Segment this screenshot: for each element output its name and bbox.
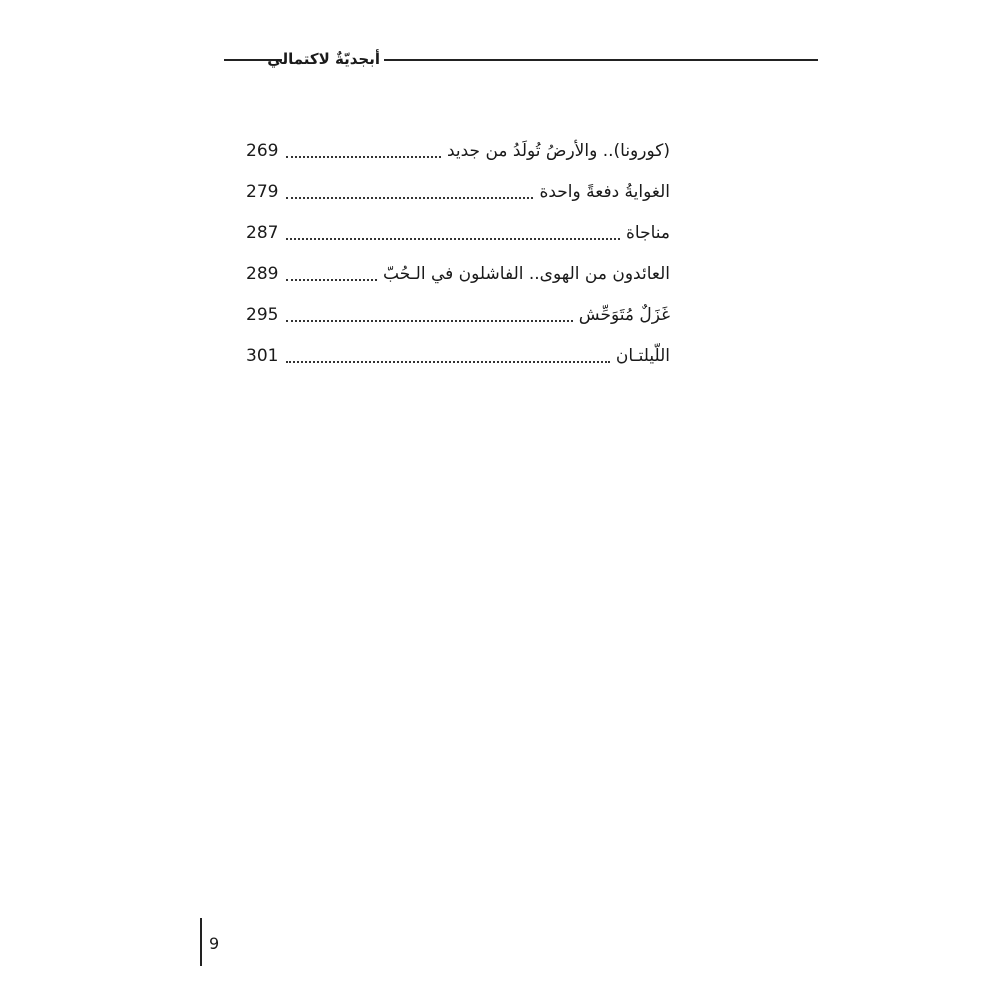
- running-header: [224, 44, 818, 74]
- footer-rule: [200, 918, 202, 966]
- dot-leader: [286, 319, 573, 322]
- header-rule-right: [384, 59, 818, 61]
- dot-leader: [286, 237, 620, 240]
- toc-entry-title: الغوايةُ دفعةً واحدة: [539, 181, 670, 202]
- toc-entry-title: مناجاة: [625, 222, 670, 243]
- toc-page-number: 301: [246, 345, 279, 366]
- toc-entry: [246, 253, 670, 294]
- dot-leader: [286, 155, 441, 158]
- toc-entry: [246, 130, 670, 171]
- toc-entry-title: اللّيلتـان: [615, 345, 670, 366]
- book-title: أبجديّةٌ لاكتمالي: [267, 50, 380, 68]
- dot-leader: [286, 196, 533, 199]
- toc-page-number: 289: [246, 263, 279, 284]
- page-number: 9: [209, 934, 220, 953]
- toc-entry-title: (كورونا).. والأرضُ تُولَدُ من جديد: [446, 140, 670, 161]
- toc-entry: [246, 171, 670, 212]
- toc-entry-title: العائدون من الهوى.. الفاشلون في الـحُبّ: [383, 263, 670, 284]
- toc-page-number: 269: [246, 140, 279, 161]
- toc-entry: [246, 294, 670, 335]
- toc-page-number: 279: [246, 181, 279, 202]
- dot-leader: [286, 360, 610, 363]
- dot-leader: [286, 278, 377, 281]
- toc-page-number: 287: [246, 222, 279, 243]
- toc-entry: [246, 335, 670, 376]
- table-of-contents: [246, 130, 670, 376]
- toc-entry: [246, 212, 670, 253]
- toc-page-number: 295: [246, 304, 279, 325]
- toc-entry-title: غَزَلٌ مُتَوَحِّش: [578, 304, 670, 325]
